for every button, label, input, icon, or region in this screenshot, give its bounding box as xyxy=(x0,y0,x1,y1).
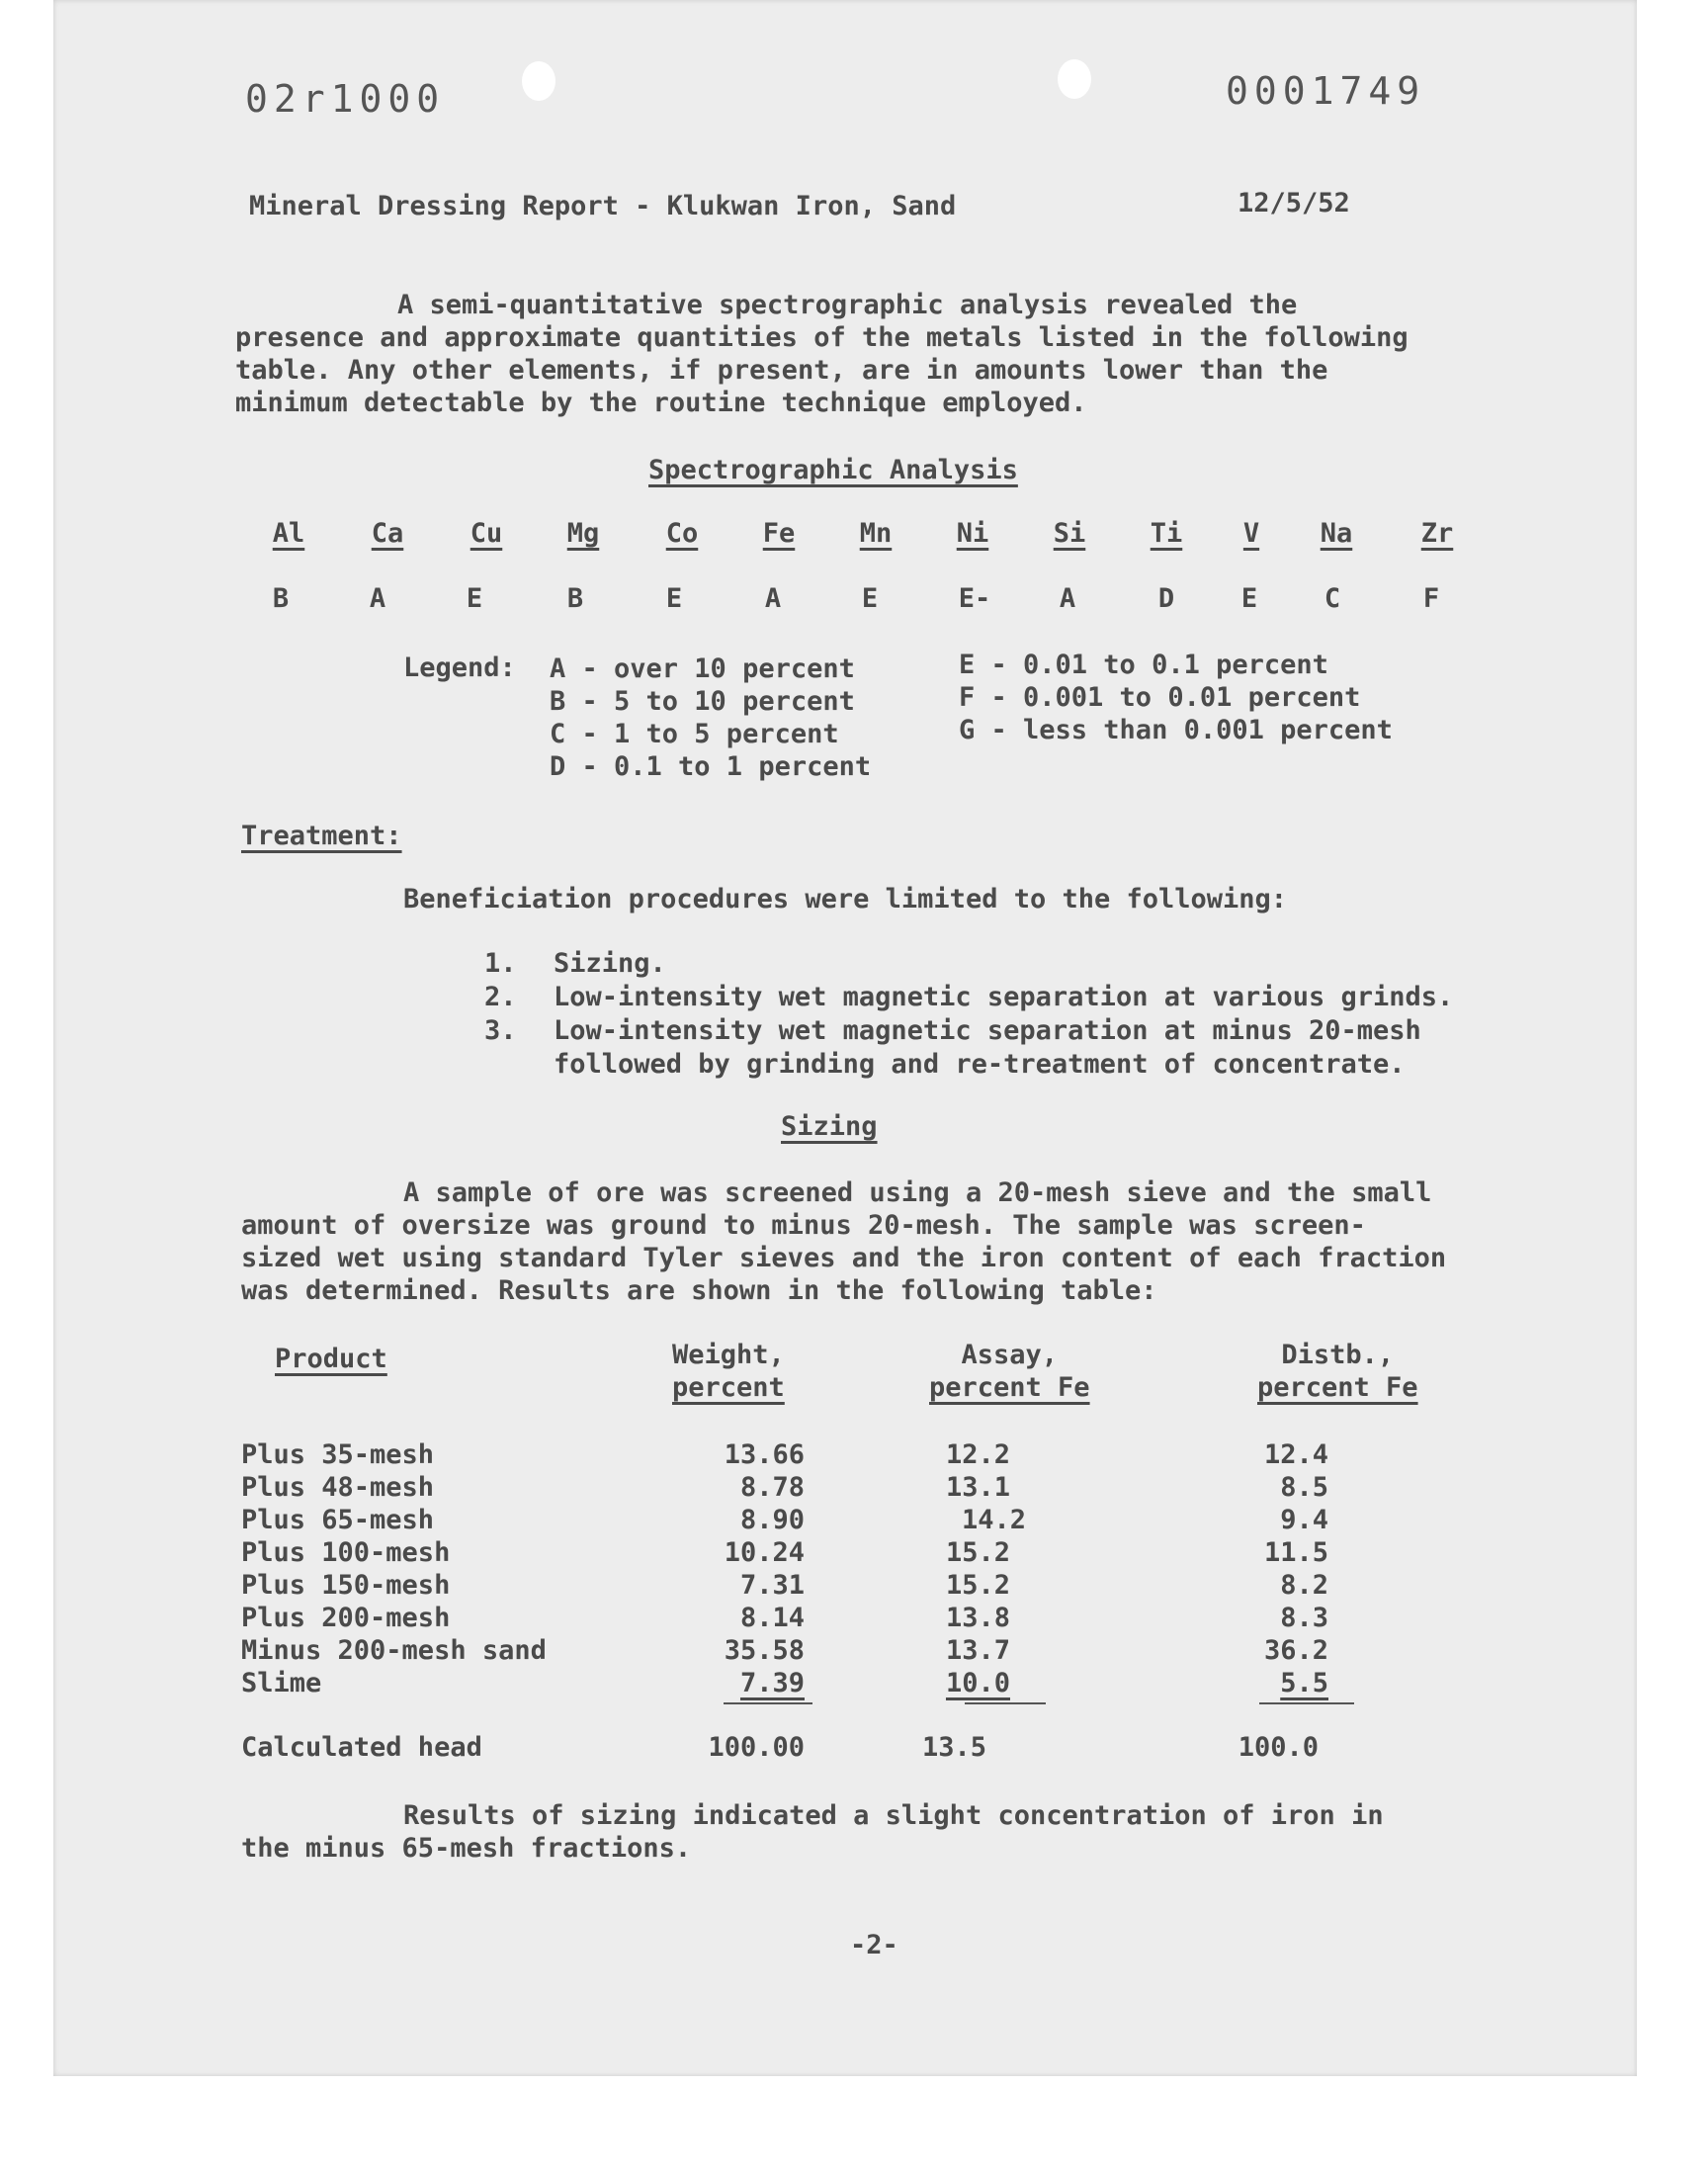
report-date: 12/5/52 xyxy=(1238,188,1350,218)
list-item xyxy=(484,947,1453,981)
element-grade: B xyxy=(272,583,290,614)
element-symbol: Si xyxy=(1053,518,1086,549)
table-row xyxy=(241,1505,1526,1537)
treatment-intro: Beneficiation procedures were limited to the following: xyxy=(403,884,1288,914)
sizing-line: amount of oversize was ground to minus 20-mesh. The sample was screen- xyxy=(241,1210,1366,1241)
cell-product: Plus 150-mesh xyxy=(241,1570,451,1601)
cell-distb: 9.4 xyxy=(1280,1505,1328,1535)
punch-hole-right xyxy=(1058,59,1091,99)
legend-entry: C - 1 to 5 percent xyxy=(550,719,839,749)
legend-entry: F - 0.001 to 0.01 percent xyxy=(959,682,1361,713)
cell-product: Minus 200-mesh sand xyxy=(241,1635,547,1666)
cell-distb: 8.2 xyxy=(1280,1570,1328,1601)
element-grade: A xyxy=(764,583,782,614)
col-header-product: Product xyxy=(275,1344,387,1374)
element-symbol: Ni xyxy=(956,518,989,549)
cell-assay: 13.7 xyxy=(945,1635,1010,1666)
sizing-line: sized wet using standard Tyler sieves and the iron content of each fraction xyxy=(241,1243,1447,1273)
element-grade: A xyxy=(369,583,386,614)
doc-code-right: 0001749 xyxy=(1226,69,1426,113)
cell-distb: 36.2 xyxy=(1263,1635,1328,1666)
element-symbol: Ca xyxy=(371,518,404,549)
punch-hole-left xyxy=(522,61,555,101)
cell-distb: 100.0 xyxy=(1238,1732,1319,1763)
table-row xyxy=(241,1635,1526,1668)
cell-assay: 13.5 xyxy=(921,1732,986,1763)
treatment-list xyxy=(484,947,1453,1082)
cell-weight: 8.90 xyxy=(739,1505,805,1535)
cell-weight: 13.66 xyxy=(724,1439,805,1470)
intro-paragraph xyxy=(235,289,1409,419)
cell-weight: 100.00 xyxy=(708,1732,805,1763)
cell-assay: 13.1 xyxy=(945,1472,1010,1503)
cell-product: Plus 35-mesh xyxy=(241,1439,435,1470)
cell-assay: 13.8 xyxy=(945,1603,1010,1633)
cell-distb: 8.3 xyxy=(1280,1603,1328,1633)
table-row xyxy=(241,1537,1526,1570)
table-row xyxy=(241,1603,1526,1635)
sizing-line: was determined. Results are shown in the following table: xyxy=(241,1275,1157,1306)
cell-assay: 14.2 xyxy=(961,1505,1026,1535)
legend-entry: D - 0.1 to 1 percent xyxy=(550,751,872,782)
cell-assay: 15.2 xyxy=(945,1570,1010,1601)
cell-distb: 8.5 xyxy=(1280,1472,1328,1503)
element-grade: E xyxy=(861,583,879,614)
element-symbol: Al xyxy=(272,518,305,549)
list-text: Low-intensity wet magnetic separation at various grinds. xyxy=(554,982,1454,1012)
element-symbols-row xyxy=(0,518,1708,558)
cell-assay: 15.2 xyxy=(945,1537,1010,1568)
element-symbol: Fe xyxy=(762,518,796,549)
sizing-paragraph xyxy=(241,1176,1446,1307)
cell-product: Plus 100-mesh xyxy=(241,1537,451,1568)
element-symbol: Cu xyxy=(470,518,503,549)
col-header-line: Distb., xyxy=(1281,1340,1395,1370)
sum-rule xyxy=(724,1702,812,1704)
table-total-row xyxy=(241,1732,1526,1765)
spectro-heading: Spectrographic Analysis xyxy=(648,455,1018,485)
legend-label: Legend: xyxy=(403,652,516,683)
page-number: -2- xyxy=(850,1930,898,1960)
intro-line: minimum detectable by the routine technique employed. xyxy=(235,388,1087,418)
sizing-heading: Sizing xyxy=(781,1111,878,1142)
cell-weight: 10.24 xyxy=(724,1537,805,1568)
sum-rule xyxy=(965,1702,1046,1704)
list-item xyxy=(484,981,1453,1014)
cell-product: Plus 48-mesh xyxy=(241,1472,435,1503)
col-header-assay xyxy=(929,1339,1090,1404)
element-symbol: Mg xyxy=(566,518,600,549)
element-symbol: Co xyxy=(665,518,699,549)
conclusion-line: the minus 65-mesh fractions. xyxy=(241,1833,692,1864)
cell-distb: 12.4 xyxy=(1263,1439,1328,1470)
legend-entry: G - less than 0.001 percent xyxy=(959,715,1393,745)
element-grade: E xyxy=(1240,583,1258,614)
cell-assay: 12.2 xyxy=(945,1439,1010,1470)
list-text: followed by grinding and re-treatment of concentrate. xyxy=(554,1049,1406,1080)
element-grade: D xyxy=(1157,583,1175,614)
col-header-distb xyxy=(1257,1339,1418,1404)
sum-rule xyxy=(1259,1702,1354,1704)
intro-line: A semi-quantitative spectrographic analysis revealed the xyxy=(397,290,1298,320)
element-grade: B xyxy=(566,583,584,614)
cell-weight: 35.58 xyxy=(724,1635,805,1666)
col-header-line: Assay, xyxy=(961,1340,1059,1370)
legend-entry: E - 0.01 to 0.1 percent xyxy=(959,650,1328,680)
element-symbol: Na xyxy=(1320,518,1353,549)
list-number: 2. xyxy=(484,982,517,1012)
element-grade: E xyxy=(466,583,483,614)
treatment-heading: Treatment: xyxy=(241,821,402,851)
sizing-conclusion xyxy=(241,1799,1384,1865)
col-header-line: Weight, xyxy=(672,1340,785,1370)
table-row xyxy=(241,1472,1526,1505)
conclusion-line: Results of sizing indicated a slight concentration of iron in xyxy=(403,1800,1384,1831)
legend-entry: A - over 10 percent xyxy=(550,653,855,684)
list-text: Sizing. xyxy=(554,948,666,979)
list-number: 3. xyxy=(484,1015,517,1046)
sizing-line: A sample of ore was screened using a 20-mesh sieve and the small xyxy=(403,1177,1432,1208)
cell-product: Plus 65-mesh xyxy=(241,1505,435,1535)
element-symbol: V xyxy=(1242,518,1260,549)
intro-line: table. Any other elements, if present, are in amounts lower than the xyxy=(235,355,1328,386)
cell-product: Plus 200-mesh xyxy=(241,1603,451,1633)
element-grade: E xyxy=(665,583,683,614)
element-symbol: Zr xyxy=(1420,518,1454,549)
legend-left-column xyxy=(550,652,871,783)
list-item xyxy=(484,1014,1453,1048)
cell-product: Slime xyxy=(241,1668,322,1698)
table-row xyxy=(241,1668,1526,1700)
intro-line: presence and approximate quantities of the metals listed in the following xyxy=(235,322,1409,353)
element-grade: E- xyxy=(958,583,991,614)
col-header-weight xyxy=(672,1339,785,1404)
element-symbol: Ti xyxy=(1150,518,1183,549)
element-grade: F xyxy=(1422,583,1440,614)
table-row xyxy=(241,1570,1526,1603)
cell-product: Calculated head xyxy=(241,1732,482,1763)
col-header-line: percent Fe xyxy=(929,1372,1090,1403)
cell-weight: 8.14 xyxy=(739,1603,805,1633)
element-grade: A xyxy=(1059,583,1076,614)
list-number: 1. xyxy=(484,948,517,979)
list-item-continuation xyxy=(484,1048,1453,1082)
list-text: Low-intensity wet magnetic separation at minus 20-mesh xyxy=(554,1015,1421,1046)
cell-weight: 8.78 xyxy=(739,1472,805,1503)
element-grade: C xyxy=(1324,583,1341,614)
report-title: Mineral Dressing Report - Klukwan Iron, Sand xyxy=(249,191,957,221)
cell-weight: 7.39 xyxy=(739,1668,805,1698)
cell-assay: 10.0 xyxy=(945,1668,1010,1698)
table-row xyxy=(241,1439,1526,1472)
col-header-line: percent Fe xyxy=(1257,1372,1418,1403)
cell-distb: 5.5 xyxy=(1280,1668,1328,1698)
legend-entry: B - 5 to 10 percent xyxy=(550,686,855,717)
doc-code-left: 02r1000 xyxy=(245,77,446,121)
element-symbol: Mn xyxy=(859,518,893,549)
cell-distb: 11.5 xyxy=(1263,1537,1328,1568)
element-grades-row xyxy=(0,583,1708,623)
legend-right-column xyxy=(959,649,1393,746)
col-header-line: percent xyxy=(672,1372,785,1403)
cell-weight: 7.31 xyxy=(739,1570,805,1601)
